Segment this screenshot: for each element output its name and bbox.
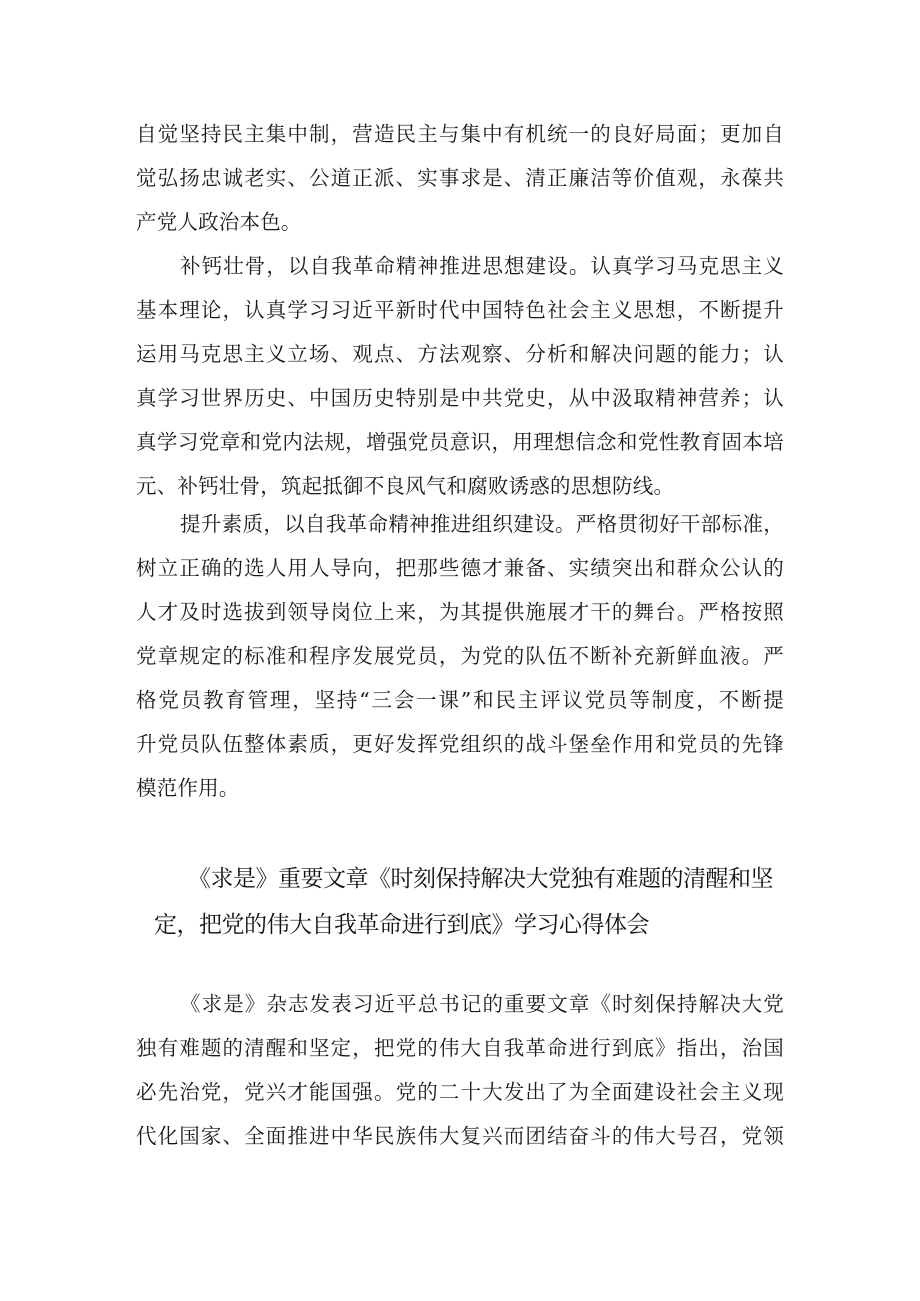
paragraph-line: 独有难题的清醒和坚定，把党的伟大自我革命进行到底》指出，治国 [136,1036,784,1060]
paragraph-line: 自觉坚持民主集中制，营造民主与集中有机统一的良好局面；更加自 [136,122,784,146]
paragraph-line: 树立正确的选人用人导向，把那些德才兼备、实绩突出和群众公认的 [136,556,784,580]
paragraph-line: 补钙壮骨，以自我革命精神推进思想建设。认真学习马克思主义 [180,254,784,278]
article-title [136,856,786,948]
paragraph-line: 格党员教育管理，坚持“三会一课”和民主评议党员等制度，不断提 [136,688,784,712]
paragraph-line: 升党员队伍整体素质，更好发挥党组织的战斗堡垒作用和党员的先锋 [136,732,784,756]
paragraph-line: 代化国家、全面推进中华民族伟大复兴而团结奋斗的伟大号召，党领 [136,1124,784,1148]
paragraph-line: 基本理论，认真学习习近平新时代中国特色社会主义思想，不断提升 [136,298,784,322]
paragraph-3 [136,502,784,810]
paragraph-line: 党章规定的标准和程序发展党员，为党的队伍不断补充新鲜血液。严 [136,644,784,668]
paragraph-line: 觉弘扬忠诚老实、公道正派、实事求是、清正廉洁等价值观，永葆共 [136,166,784,190]
paragraph-4 [136,982,784,1158]
paragraph-line: 元、补钙壮骨，筑起抵御不良风气和腐败诱惑的思想防线。 [136,474,675,498]
article-title-line-1: 《求是》重要文章《时刻保持解决大党独有难题的清醒和坚 [188,866,773,892]
paragraph-line: 真学习党章和党内法规，增强党员意识，用理想信念和党性教育固本培 [136,430,784,454]
paragraph-2 [136,244,784,508]
paragraph-line: 必先治党，党兴才能国强。党的二十大发出了为全面建设社会主义现 [136,1080,784,1104]
paragraph-line: 提升素质，以自我革命精神推进组织建设。严格贯彻好干部标准， [180,512,784,536]
paragraph-line: 真学习世界历史、中国历史特别是中共党史，从中汲取精神营养；认 [136,386,784,410]
article-title-line-2: 定，把党的伟大自我革命进行到底》学习心得体会 [154,912,649,938]
paragraph-line: 人才及时选拔到领导岗位上来，为其提供施展才干的舞台。严格按照 [136,600,784,624]
paragraph-line: 产党人政治本色。 [136,210,302,234]
paragraph-line: 模范作用。 [136,776,240,800]
paragraph-line: 运用马克思主义立场、观点、方法观察、分析和解决问题的能力；认 [136,342,784,366]
paragraph-line: 《求是》杂志发表习近平总书记的重要文章《时刻保持解决大党 [180,992,784,1016]
paragraph-1 [136,112,784,244]
